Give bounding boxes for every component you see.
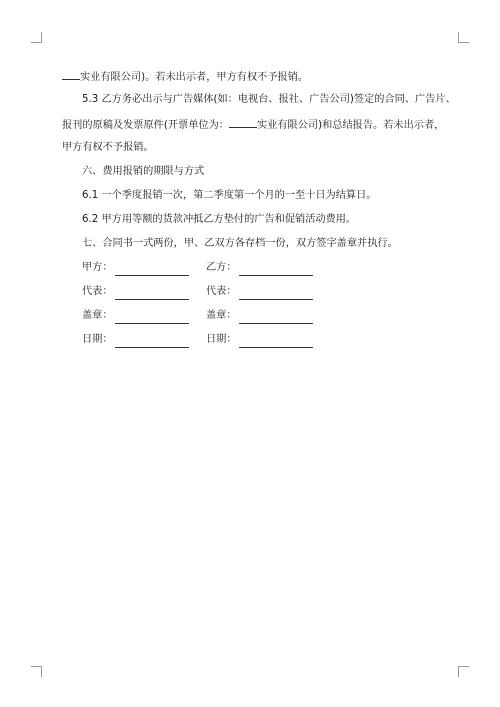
signature-row-seal	[82, 308, 452, 324]
seal-a-label: 盖章：	[82, 310, 113, 321]
crop-mark-top-right	[458, 32, 469, 43]
rep-b-line	[239, 288, 313, 300]
blank-field	[229, 116, 257, 128]
date-a-label: 日期：	[82, 334, 113, 345]
rep-a-label: 代表：	[82, 286, 113, 297]
seal-a-line	[115, 312, 189, 324]
seal-b-label: 盖章：	[206, 310, 237, 321]
rep-a-line	[115, 288, 189, 300]
paragraph-5-3-line-1: 5.3 乙方务必出示与广告媒体(如：电视台、报社、广告公司)签定的合同、广告片、	[82, 94, 456, 105]
seal-b-line	[239, 312, 313, 324]
crop-mark-bottom-right	[458, 666, 469, 677]
date-b-line	[239, 336, 313, 348]
item-6-2: 6.2 甲方用等额的货款冲抵乙方垫付的广告和促销活动费用。	[82, 214, 357, 225]
party-a-label: 甲方：	[82, 262, 113, 273]
party-b-label: 乙方：	[206, 262, 237, 273]
section-7: 七、合同书一式两份，甲、乙双方各存档一份，双方签字盖章并执行。	[82, 238, 398, 249]
paragraph-5-3-line-2: 报刊的原稿及发票原件(开票单位为： 实业有限公司)和总结报告。若未出示者，	[62, 116, 452, 132]
paragraph-5-2-tail: 实业有限公司)。若未出示者，甲方有权不予报销。	[62, 68, 452, 84]
item-6-1: 6.1 一个季度报销一次，第二季度第一个月的一至十日为结算日。	[82, 190, 377, 201]
document-body	[62, 68, 456, 348]
party-b-line	[239, 264, 313, 276]
party-a-line	[115, 264, 189, 276]
paragraph-5-3-line-3: 甲方有权不予报销。	[62, 142, 154, 153]
date-b-label: 日期：	[206, 334, 237, 345]
signature-block	[62, 260, 452, 348]
crop-mark-bottom-left	[31, 666, 42, 677]
signature-row-representative	[82, 284, 452, 300]
crop-mark-top-left	[31, 32, 42, 43]
rep-b-label: 代表：	[206, 286, 237, 297]
date-a-line	[115, 336, 189, 348]
blank-field	[62, 68, 80, 80]
section-6-title: 六、费用报销的期限与方式	[82, 166, 205, 177]
signature-row-party	[82, 260, 452, 276]
signature-row-date	[82, 332, 452, 348]
